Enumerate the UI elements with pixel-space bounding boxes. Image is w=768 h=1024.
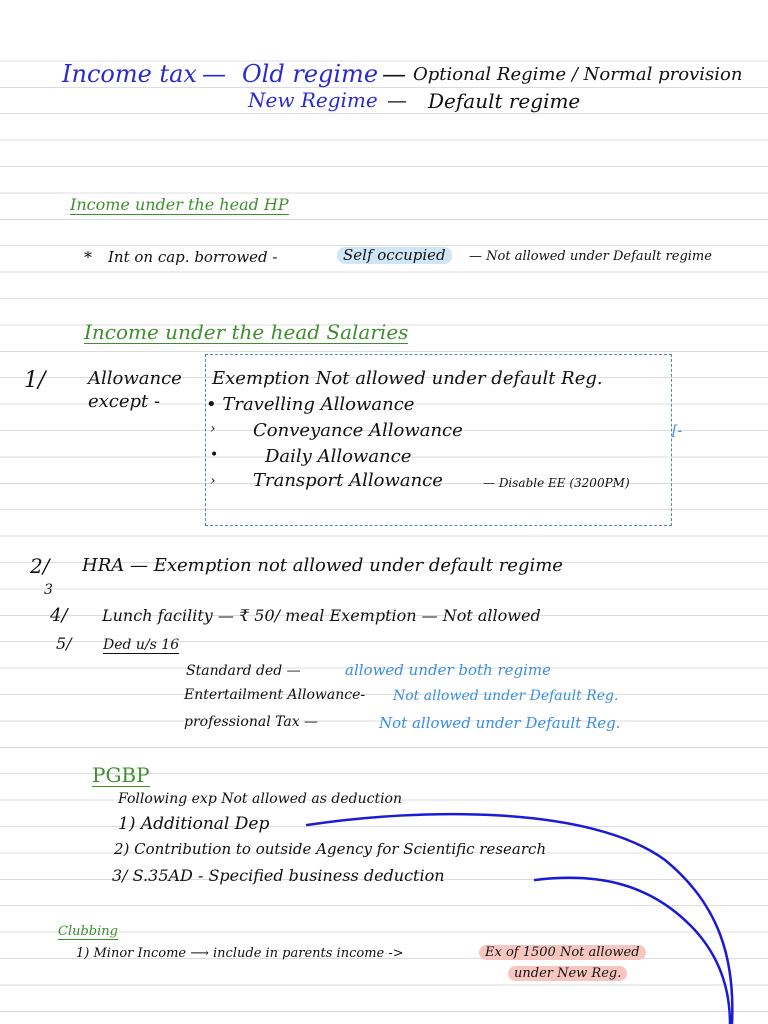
allowance-item: Conveyance Allowance: [253, 420, 463, 441]
allowance-item: Daily Allowance: [265, 446, 412, 467]
clubbing-item: 1) Minor Income ⟶ include in parents income ->: [76, 946, 404, 961]
item-number-2: 2/: [30, 554, 50, 578]
item-number-1: 1/: [24, 368, 46, 393]
standard-ded-value: allowed under both regime: [345, 661, 552, 679]
dash: —: [202, 60, 226, 88]
old-regime-desc: Optional Regime / Normal provision: [413, 64, 743, 85]
side-mark: [-: [672, 423, 683, 439]
self-occupied-highlight: Self occupied: [337, 247, 452, 264]
bullet-mark: ›: [210, 473, 216, 489]
pgbp-intro: Following exp Not allowed as deduction: [118, 791, 403, 807]
old-regime-label: Old regime: [242, 60, 379, 88]
item-number-4: 4/: [50, 605, 68, 626]
star-mark: *: [84, 248, 92, 267]
pgbp-item: 3/ S.35AD - Specified business deduction: [112, 866, 445, 885]
pgbp-item: 2) Contribution to outside Agency for Scientific research: [114, 840, 547, 858]
standard-ded-label: Standard ded —: [186, 663, 301, 679]
arrow-curve-outer: [307, 814, 732, 1024]
lunch-line: Lunch facility — ₹ 50/ meal Exemption — Not allowed: [102, 606, 541, 625]
hp-item: Int on cap. borrowed -: [108, 248, 278, 266]
bullet-mark: •: [210, 447, 219, 463]
clubbing-note-2: under New Reg.: [508, 966, 627, 981]
salaries-heading: Income under the head Salaries: [84, 320, 409, 344]
hp-rest: — Not allowed under Default regime: [469, 249, 712, 264]
pgbp-heading: PGBP: [92, 763, 150, 787]
ded-heading: Ded u/s 16: [103, 637, 180, 653]
item-number-3: 3: [44, 582, 53, 598]
clubbing-heading: Clubbing: [58, 924, 118, 939]
income-tax-title: Income tax: [62, 60, 197, 88]
allowance-label: Allowance: [88, 368, 182, 389]
entertainment-label: Entertailment Allowance-: [184, 687, 366, 703]
allowance-item: Transport Allowance: [253, 470, 443, 491]
professional-tax-value: Not allowed under Default Reg.: [379, 714, 621, 732]
clubbing-note-1: Ex of 1500 Not allowed: [479, 945, 646, 960]
professional-tax-label: professional Tax —: [184, 714, 319, 730]
hra-line: HRA — Exemption not allowed under default regime: [82, 555, 563, 576]
hp-heading: Income under the head HP: [70, 195, 289, 214]
transport-note: — Disable EE (3200PM): [483, 476, 630, 490]
dash: —: [382, 60, 406, 88]
except-label: except -: [88, 391, 161, 412]
new-regime-desc: Default regime: [428, 89, 581, 113]
item-number-5: 5/: [56, 634, 72, 653]
box-heading: Exemption Not allowed under default Reg.: [212, 368, 603, 389]
pgbp-item: 1) Additional Dep: [118, 814, 270, 834]
allowance-item: • Travelling Allowance: [206, 394, 415, 415]
entertainment-value: Not allowed under Default Reg.: [393, 688, 619, 704]
new-regime-label: New Regime: [248, 88, 378, 112]
bullet-mark: ›: [210, 421, 216, 437]
dash: —: [387, 88, 407, 112]
